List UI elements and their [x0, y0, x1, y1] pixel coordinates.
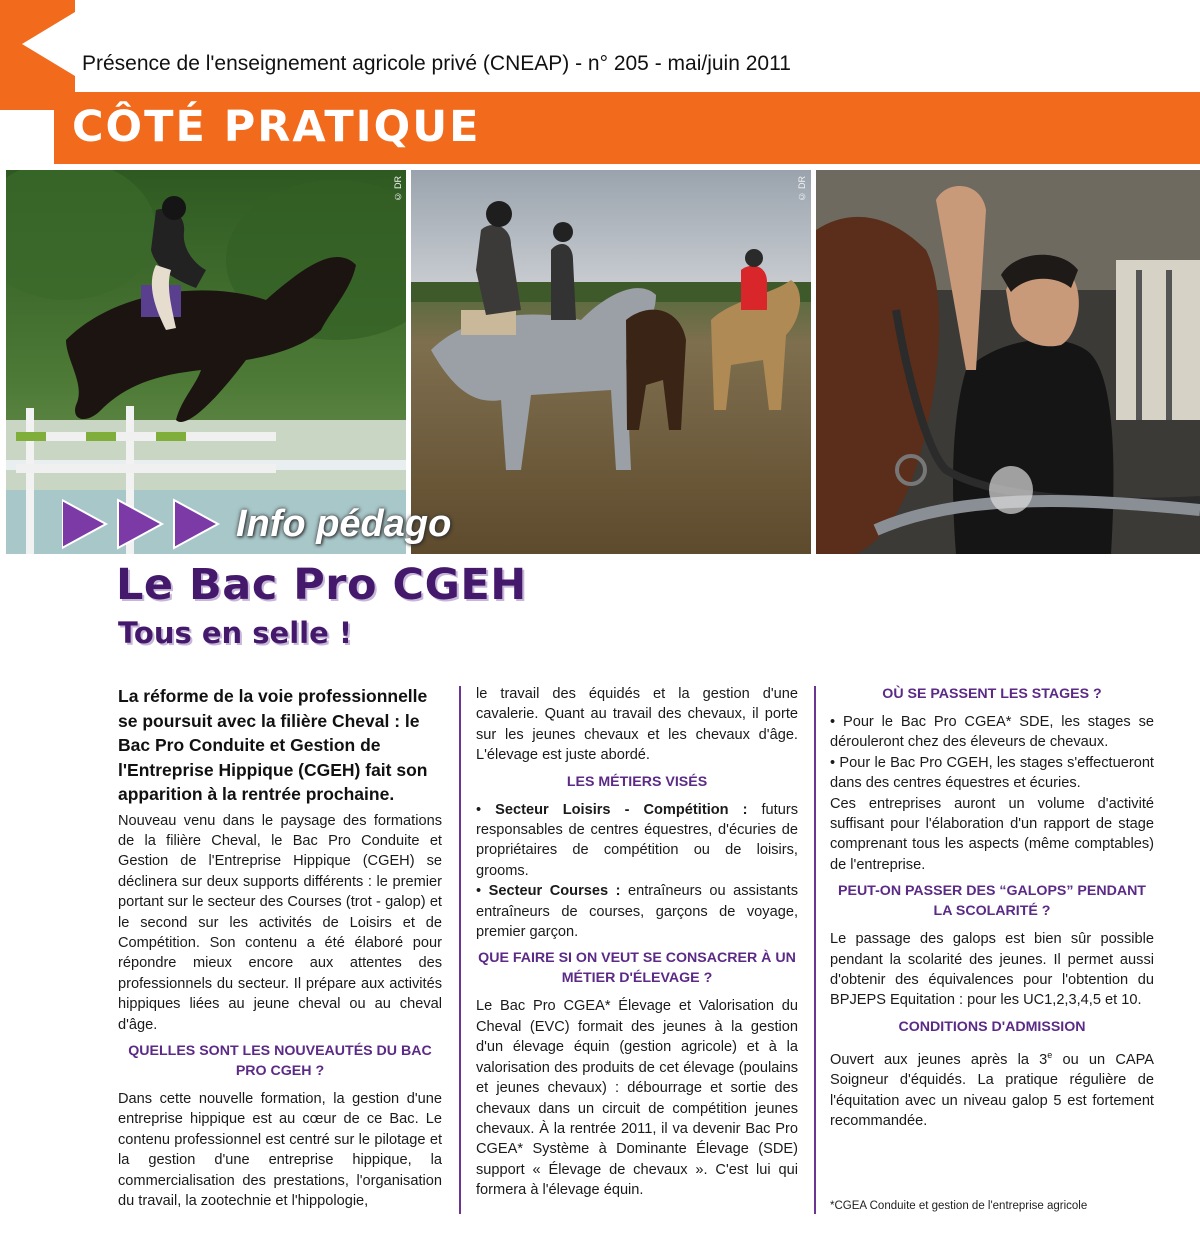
column-divider [814, 686, 816, 1214]
photo-credit: © DR [797, 176, 807, 202]
publication-line: Présence de l'enseignement agricole privé (CNEAP) - n° 205 - mai/juin 2011 [82, 52, 791, 75]
rubric-label: Info pédago [236, 502, 452, 545]
section-text: Le Bac Pro CGEA* Élevage et Valorisation du Cheval (EVC) formait des jeunes à la gestion d'un élevage équin (gestion agricole) et à la valorisation des produits de cet élevage (poulains et jeunes chevaux) : débourrage et sortie des chevaux dans un circuit de compétition jeunes chevaux. À la rentrée 2011, il va devenir Bac Pro CGEA* Système à Dominante Élevage (SDE) support « Élevage de chevaux ». C'est lui qui formera à l'élevage équin. [476, 998, 798, 1199]
column-2 [476, 684, 798, 1203]
list-item: • Pour le Bac Pro CGEH, les stages s'effectueront dans des centres équestres et écuries. [830, 754, 1154, 792]
section-text: Ouvert aux jeunes après la 3e ou un CAPA Soigneur d'équidés. La pratique régulière de l'équitation avec un niveau galop 5 est fortement recommandée. [830, 1049, 1154, 1130]
photo-credit: © DR [393, 176, 403, 202]
section-heading: OÙ SE PASSENT LES STAGES ? [882, 686, 1102, 702]
section-heading: PEUT-ON PASSER DES “GALOPS” PENDANT LA SCOLARITÉ ? [838, 883, 1146, 920]
photo-groom [816, 170, 1200, 554]
column-1 [118, 684, 442, 1213]
footnote: *CGEA Conduite et gestion de l'entreprise agricole [830, 1200, 1088, 1212]
list-item: • Secteur Courses : entraîneurs ou assistants entraîneurs de courses, garçons de voyage, premier garçon. [476, 883, 798, 941]
section-text: Ces entreprises auront un volume d'activité suffisant pour l'élaboration d'un rapport de stage comprenant tous les aspects (même comptables) de l'entreprise. [830, 795, 1154, 873]
column-3 [830, 684, 1154, 1134]
article-title: Le Bac Pro CGEH [116, 560, 527, 610]
article-lead: La réforme de la voie professionnelle se poursuit avec la filière Cheval : le Bac Pro Conduite et Gestion de l'Entreprise Hippique (CGEH) fait son apparition à la rentrée prochaine. [118, 686, 428, 804]
section-heading: CONDITIONS D'ADMISSION [898, 1018, 1086, 1035]
section-text: le travail des équidés et la gestion d'une cavalerie. Quant au travail des chevaux, il porte sur les jeunes chevaux et les chevaux d'âge. L'élevage est juste abordé. [476, 686, 798, 764]
rubric-strip [62, 494, 451, 554]
section-text: Le passage des galops est bien sûr possible pendant la scolarité des jeunes. Il permet aussi d'obtenir des équivalences pour l'obtention du BPJEPS Equitation : pour les UC1,2,3,4,5 et 10. [830, 931, 1154, 1009]
section-heading: LES MÉTIERS VISÉS [566, 773, 708, 790]
section-heading: QUE FAIRE SI ON VEUT SE CONSACRER À UN MÉTIER D'ÉLEVAGE ? [478, 950, 796, 987]
triple-arrow-icon [62, 498, 228, 550]
list-item: • Secteur Loisirs - Compétition : futurs responsables de centres équestres, d'écuries de propriétaires de compétition ou de loisirs, grooms. [476, 801, 798, 879]
article-subtitle: Tous en selle ! [118, 616, 353, 650]
section-title: CÔTÉ PRATIQUE [72, 102, 481, 152]
section-text: Dans cette nouvelle formation, la gestion d'une entreprise hippique est au cœur de ce Bac. Le contenu professionnel est centré sur le pilotage et la gestion d'une entreprise hippique, la commercialisation des prestations, l'organisation du travail, la zootechnie et l'hippologie, [118, 1090, 442, 1209]
list-item: • Pour le Bac Pro CGEA* SDE, les stages se dérouleront chez des éleveurs de chevaux. [830, 714, 1154, 751]
photo-arena [411, 170, 811, 554]
article-intro: Nouveau venu dans le paysage des formations de la filière Cheval, le Bac Pro Conduite et Gestion de l'Entreprise Hippique (CGEH) se déclinera sur deux supports différents : le premier portant sur le secteur des Courses (trot - galop) et le second sur les activités de Loisirs et de Compétition. Son contenu a été élaboré pour répondre mieux encore aux attentes des professionnels du secteur. Il prépare aux activités hippiques liées au jeune cheval ou au cheval d'âge. [118, 812, 442, 1033]
column-divider [459, 686, 461, 1214]
section-heading: QUELLES SONT LES NOUVEAUTÉS DU BAC PRO CGEH ? [128, 1042, 432, 1079]
